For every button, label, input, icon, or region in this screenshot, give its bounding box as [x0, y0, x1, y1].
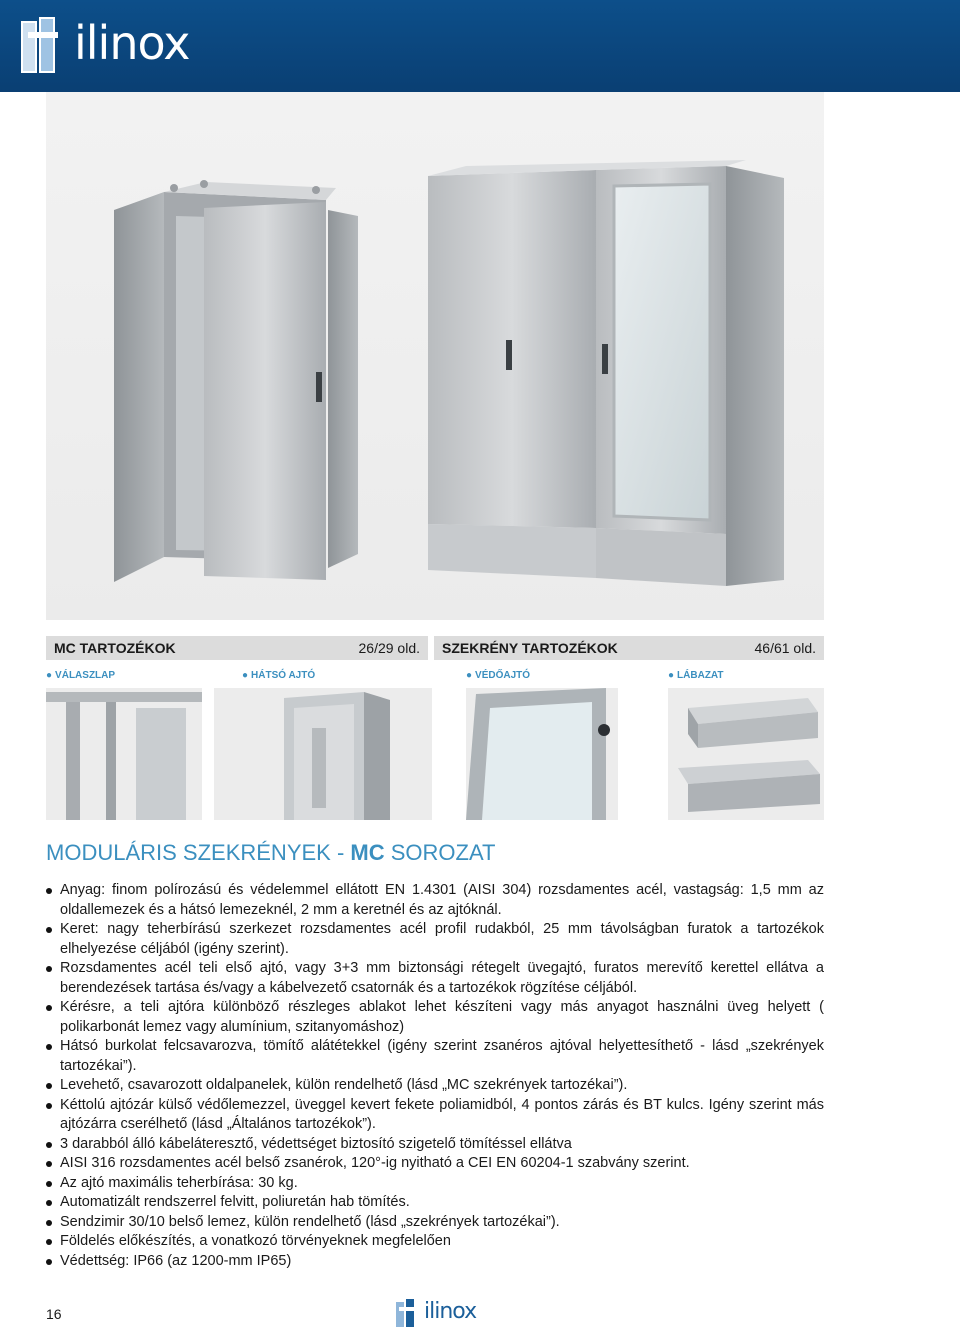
feature-item: Sendzimir 30/10 belső lemez, külön rendelhető (lásd „szekrények tartozékai”).	[46, 1213, 824, 1233]
thumb-label-valaszlap: ● VÁLASZLAP	[46, 670, 116, 681]
feature-item: Keret: nagy teherbírású szerkezet rozsdamentes acél profil rudakból, 25 mm távolságban furatok a tartozékok elhelyezése céljából (igény szerint).	[46, 920, 824, 959]
header-bar	[0, 0, 960, 92]
footer-brand-name: ilinox	[424, 1299, 477, 1324]
hero-cabinets-photo	[46, 92, 824, 620]
feature-item: Levehető, csavarozott oldalpanelek, külön rendelhető (lásd „MC szekrények tartozékai”).	[46, 1076, 824, 1096]
feature-item: Az ajtó maximális teherbírása: 30 kg.	[46, 1174, 824, 1194]
mc-accessories-pages: 26/29 old.	[358, 640, 420, 656]
page-number: 16	[46, 1306, 62, 1322]
cabinet-accessories-bar	[434, 636, 824, 660]
feature-item: Kéttolú ajtózár külső védőlemezzel, üveggel kevert fekete poliamidból, 4 pontos zárás és BT kulcs. Igény szerint más ajtózárra cserélhető (lásd „Általános tartozékok”).	[46, 1096, 824, 1135]
thumb-hatso-ajto-photo	[214, 688, 432, 820]
feature-item: Automatizált rendszerrel felvitt, poliuretán hab tömítés.	[46, 1193, 824, 1213]
thumb-vedoajto-photo	[466, 688, 618, 820]
feature-item: 3 darabból álló kábeláteresztő, védettséget biztosító szigetelő tömítéssel ellátva	[46, 1135, 824, 1155]
feature-item: Hátsó burkolat felcsavarozva, tömítő alátétekkel (igény szerint zsanéros ajtóval helyettesíthető - lásd „szekrények tartozékai”).	[46, 1037, 824, 1076]
brand-name: ilinox	[74, 16, 190, 70]
bullet-dot-icon: ●	[46, 670, 53, 681]
section-title: MODULÁRIS SZEKRÉNYEK - MC SOROZAT	[46, 840, 496, 865]
feature-item: Anyag: finom polírozású és védelemmel ellátott EN 1.4301 (AISI 304) rozsdamentes acél, vastagság: 1,5 mm az oldallemezek és a hátsó lemezeknél, 2 mm a keretnél és az ajtóknál.	[46, 881, 824, 920]
bullet-dot-icon: ●	[668, 670, 675, 681]
feature-item: Kérésre, a teli ajtóra különböző részleges ablakot lehet készíteni vagy más anyagot használni üveg helyett ( polikarbonát lemez vagy alumínium, szitanyomáshoz)	[46, 998, 824, 1037]
mc-accessories-title: MC TARTOZÉKOK	[54, 640, 176, 656]
footer-logo	[394, 1297, 484, 1329]
cabinets-illustration	[46, 92, 824, 620]
cabinet-accessories-pages: 46/61 old.	[754, 640, 816, 656]
thumb-valaszlap-photo	[46, 688, 202, 820]
ilinox-logo-icon	[394, 1297, 422, 1329]
feature-item: Földelés előkészítés, a vonatkozó törvényeknek megfelelően	[46, 1232, 824, 1252]
bullet-dot-icon: ●	[242, 670, 249, 681]
feature-item: Védettség: IP66 (az 1200-mm IP65)	[46, 1252, 824, 1272]
feature-list	[46, 881, 824, 1271]
thumb-label-labazat: ● LÁBAZAT	[668, 670, 724, 681]
thumb-label-hatso-ajto: ● HÁTSÓ AJTÓ	[242, 670, 316, 681]
feature-item: Rozsdamentes acél teli első ajtó, vagy 3+3 mm biztonsági rétegelt üvegajtó, furatos merevítő kerettel ellátva a berendezések tartása és/vagy a kábelvezető csatornák és a tartozékok rögzítése céljából.	[46, 959, 824, 998]
mc-accessories-bar	[46, 636, 428, 660]
feature-item: AISI 316 rozsdamentes acél belső zsanérok, 120°-ig nyitható a CEI EN 60204-1 szabvány szerint.	[46, 1154, 824, 1174]
thumb-labazat-photo	[668, 688, 824, 820]
thumb-label-vedoajto: ● VÉDŐAJTÓ	[466, 670, 531, 681]
bullet-dot-icon: ●	[466, 670, 473, 681]
ilinox-logo-icon	[18, 14, 68, 76]
cabinet-accessories-title: SZEKRÉNY TARTOZÉKOK	[442, 640, 618, 656]
